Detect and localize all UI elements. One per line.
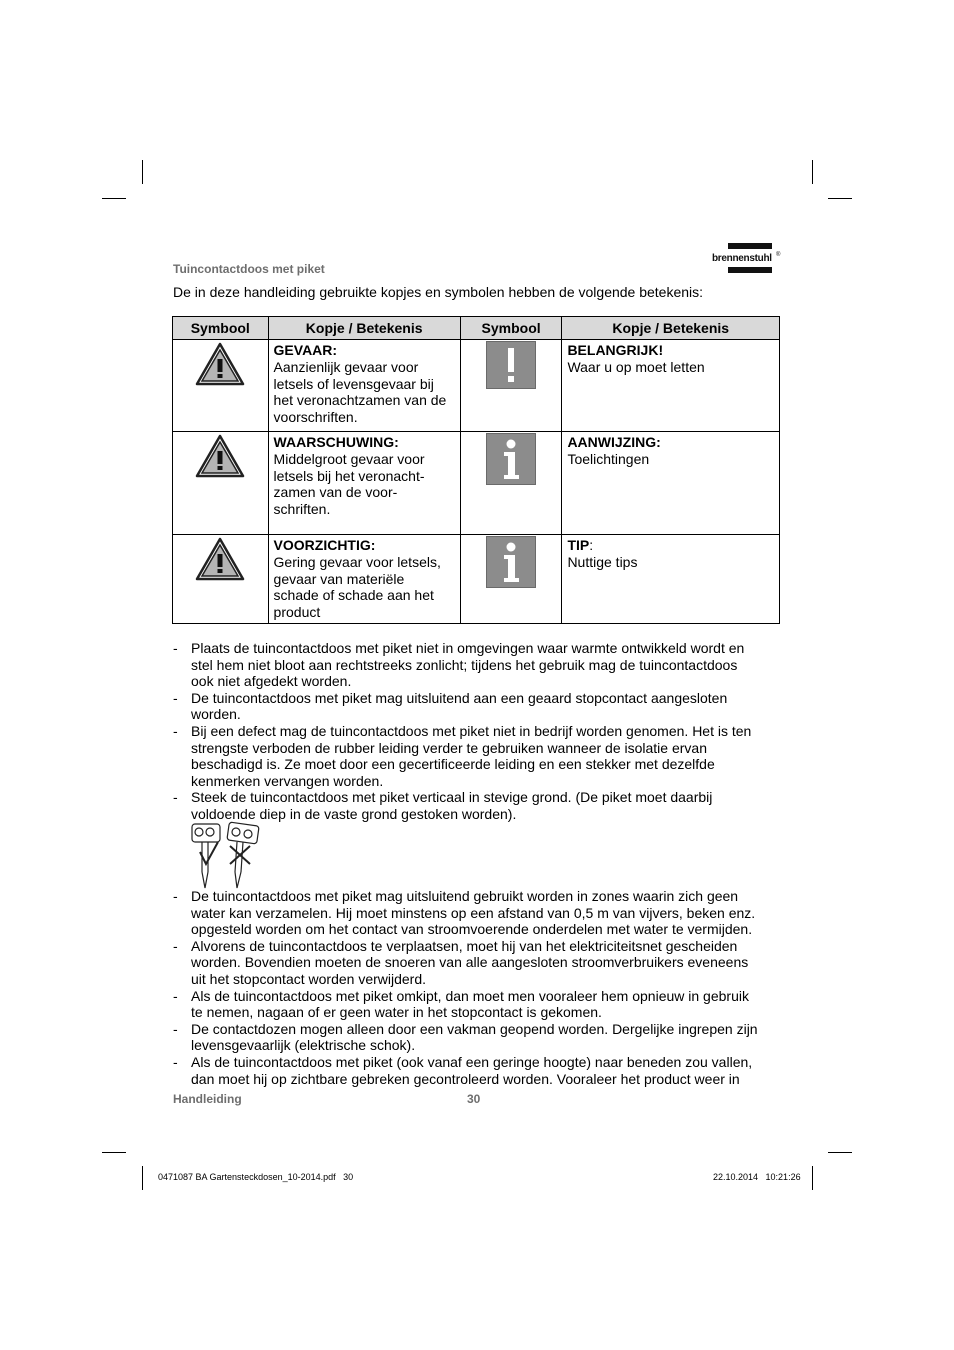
registered-mark: ® <box>776 252 781 258</box>
meaning-line: schriften. <box>273 501 331 518</box>
crop-mark <box>142 1166 143 1190</box>
meaning-line: Middelgroot gevaar voor <box>273 450 425 467</box>
list-item-line: ook niet afgedekt worden. <box>191 673 352 690</box>
list-item-line: worden. Bovendien moeten de snoeren van alle aangesloten stroomverbruikers eveneens <box>191 954 749 971</box>
exclamation-icon <box>486 341 536 389</box>
meaning-title: WAARSCHUWING: <box>273 434 399 450</box>
list-item <box>173 938 785 988</box>
table-row <box>173 432 780 535</box>
meaning-title: VOORZICHTIG: <box>273 537 376 553</box>
meaning-line: Toelichtingen <box>567 450 650 467</box>
meaning-cell <box>268 535 460 624</box>
meaning-line: Waar u op moet letten <box>567 358 705 375</box>
meaning-title: AANWIJZING: <box>567 434 661 450</box>
symbol-cell <box>173 340 269 432</box>
list-item <box>173 1054 785 1087</box>
column-header: Symbool <box>460 317 562 340</box>
footer-label: Handleiding <box>173 1092 242 1106</box>
list-item-line: Als de tuincontactdoos met piket (ook vanaf een geringe hoogte) naar beneden zou vallen, <box>191 1053 753 1070</box>
running-header: Tuincontactdoos met piket <box>173 262 325 276</box>
symbol-cell <box>460 432 562 535</box>
safety-list <box>173 640 785 823</box>
table-row <box>173 535 780 624</box>
crop-mark <box>102 198 126 199</box>
column-header: Kopje / Betekenis <box>562 317 780 340</box>
meaning-line: letsels bij het veronacht- <box>273 467 425 484</box>
list-item-line: stel hem niet bloot aan rechtstreeks zonlicht; tijdens het gebruik mag de tuincontactdoos <box>191 656 738 673</box>
list-item-line: Alvorens de tuincontactdoos te verplaatsen, moet hij van het elektriciteitsnet gescheiden <box>191 937 738 954</box>
list-item <box>173 888 785 938</box>
meaning-line: Nuttige tips <box>567 553 638 570</box>
list-item <box>173 789 785 822</box>
crop-mark <box>828 198 852 199</box>
list-item-line: De contactdozen mogen alleen door een vakman geopend worden. Dergelijke ingrepen zijn <box>191 1020 758 1037</box>
table-header-row <box>173 317 780 340</box>
meaning-cell <box>268 432 460 535</box>
incorrect-stake-icon <box>227 822 259 888</box>
meaning-line: schade of schade aan het <box>273 587 434 604</box>
list-item-line: water kan verzamelen. Hij moet minstens op een afstand van 0,5 m van vijvers, beken enz. <box>191 904 756 921</box>
stake-orientation-illustration <box>188 820 264 892</box>
list-item-line: Als de tuincontactdoos met piket omkipt, dan moet men vooraleer hem opnieuw in gebruik <box>191 987 749 1004</box>
list-item-line: beschadigd is. Ze moet door een gecertificeerde leiding en een stekker met dezelfde <box>191 756 715 773</box>
meaning-title: TIP <box>567 537 590 553</box>
crop-mark <box>812 1166 813 1190</box>
list-item-line: opgesteld worden om het contact van stroomvoerende onderdelen met water te vermijden. <box>191 921 753 938</box>
meaning-line: product <box>273 604 321 621</box>
safety-list <box>173 888 785 1087</box>
meaning-title: BELANGRIJK! <box>567 342 664 358</box>
list-item-line: voldoende diep in de vaste grond gestoken worden). <box>191 805 517 822</box>
crop-mark <box>142 160 143 184</box>
print-slug-datetime: 22.10.2014 10:21:26 <box>713 1172 801 1182</box>
meaning-line: gevaar van materiële <box>273 570 405 587</box>
meaning-line: Aanzienlijk gevaar voor <box>273 358 419 375</box>
intro-text: De in deze handleiding gebruikte kopjes en symbolen hebben de volgende betekenis: <box>173 284 704 300</box>
warning-triangle-icon <box>195 342 245 386</box>
list-item <box>173 723 785 789</box>
list-item-line: uit het stopcontact worden verwijderd. <box>191 970 427 987</box>
warning-triangle-icon <box>195 434 245 478</box>
list-item <box>173 640 785 690</box>
list-item-line: Bij een defect mag de tuincontactdoos met piket niet in bedrijf worden genomen. Het is ten <box>191 722 752 739</box>
symbol-cell <box>460 535 562 624</box>
meaning-line: zamen van de voor- <box>273 484 398 501</box>
meaning-cell <box>268 340 460 432</box>
meaning-line: voorschriften. <box>273 409 358 426</box>
list-item-line: Plaats de tuincontactdoos met piket niet in omgevingen waar warmte ontwikkeld wordt en <box>191 640 745 656</box>
warning-triangle-icon <box>195 537 245 581</box>
meaning-title-suffix: : <box>589 537 594 553</box>
symbol-cell <box>173 535 269 624</box>
symbol-cell <box>173 432 269 535</box>
brand-logo <box>712 243 782 275</box>
meaning-line: letsels of levensgevaar bij <box>273 375 434 392</box>
meaning-line: het veronachtzamen van de <box>273 392 447 409</box>
brand-name: brennenstuhl <box>712 253 772 264</box>
list-item-line: levensgevaarlijk (elektrische schok). <box>191 1037 416 1054</box>
list-item-line: dan moet hij op zichtbare gebreken gecontroleerd worden. Vooraleer het product weer in <box>191 1070 740 1087</box>
list-item-line: worden. <box>191 706 241 723</box>
meaning-cell <box>562 340 780 432</box>
page-number: 30 <box>467 1092 481 1106</box>
list-item <box>173 1021 785 1054</box>
column-header: Symbool <box>173 317 269 340</box>
list-item <box>173 988 785 1021</box>
list-item-line: Steek de tuincontactdoos met piket verticaal in stevige grond. (De piket moet daarbij <box>191 789 713 806</box>
list-item-line: De tuincontactdoos met piket mag uitsluitend gebruikt worden in zones waarin zich geen <box>191 888 739 904</box>
table-row <box>173 340 780 432</box>
meaning-line: Gering gevaar voor letsels, <box>273 553 441 570</box>
column-header: Kopje / Betekenis <box>268 317 460 340</box>
list-item <box>173 690 785 723</box>
info-icon <box>486 536 536 588</box>
list-item-line: De tuincontactdoos met piket mag uitsluitend aan een geaard stopcontact aangesloten <box>191 689 728 706</box>
meaning-cell <box>562 432 780 535</box>
meaning-cell <box>562 535 780 624</box>
crop-mark <box>102 1152 126 1153</box>
meaning-title: GEVAAR: <box>273 342 338 358</box>
list-item-line: kenmerken vervangen worden. <box>191 772 384 789</box>
list-item-line: strengste verboden de rubber leiding verder te gebruiken wanneer de isolatie ervan <box>191 739 707 756</box>
correct-stake-icon <box>192 824 220 888</box>
print-slug-file: 0471087 BA Gartensteckdosen_10-2014.pdf 30 <box>158 1172 354 1182</box>
info-icon <box>486 433 536 485</box>
crop-mark <box>828 1152 852 1153</box>
symbol-table <box>172 316 780 624</box>
crop-mark <box>812 160 813 184</box>
symbol-cell <box>460 340 562 432</box>
list-item-line: te nemen, nagaan of er geen water in het stopcontact is gekomen. <box>191 1004 602 1021</box>
